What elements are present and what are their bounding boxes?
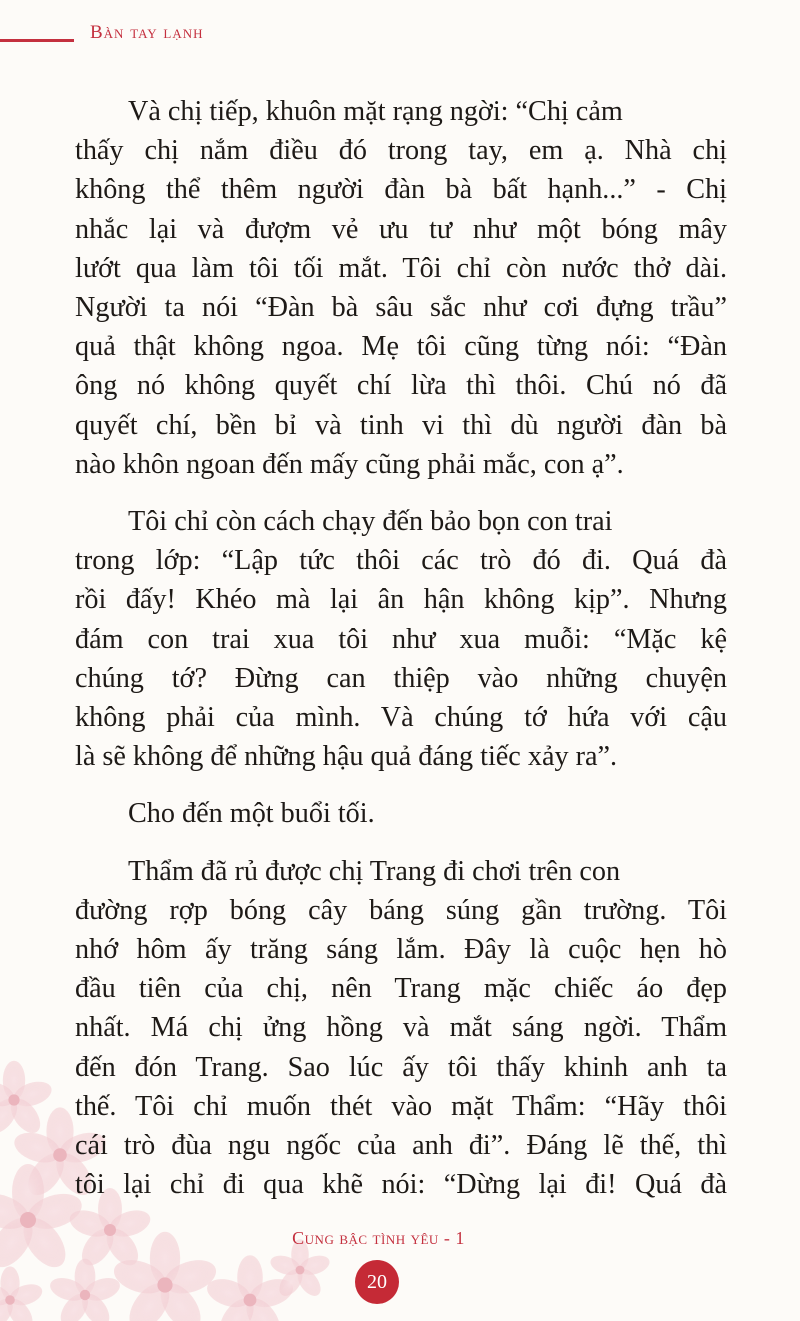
text-line: Và chị tiếp, khuôn mặt rạng ngời: “Chị cảm [128, 96, 623, 127]
text-line: Người ta nói “Đàn bà sâu sắc như cơi đựng trầu” [75, 292, 727, 324]
paragraph-4 [75, 852, 727, 1205]
paragraph-2 [75, 502, 727, 776]
running-header-title: Bàn tay lạnh [90, 22, 204, 43]
text-line: rồi đấy! Khéo mà lại ân hận không kịp”. Nhưng [75, 584, 727, 616]
text-line: không thể thêm người đàn bà bất hạnh...” - Chị [75, 174, 727, 206]
text-line: cái trò đùa ngu ngốc của anh đi”. Đáng lẽ thế, thì [75, 1130, 727, 1162]
text-line: nào khôn ngoan đến mấy cũng phải mắc, con ạ”. [75, 448, 624, 480]
text-line: Thẩm đã rủ được chị Trang đi chơi trên con [128, 855, 621, 887]
text-line: nhớ hôm ấy trăng sáng lắm. Đây là cuộc hẹn hò [75, 934, 727, 966]
text-line: đầu tiên của chị, nên Trang mặc chiếc áo đẹp [75, 973, 727, 1005]
text-line: ông nó không quyết chí lừa thì thôi. Chú nó đã [75, 370, 727, 402]
text-line: đường rợp bóng cây báng súng gần trường. Tôi [75, 894, 727, 926]
paragraph-3 [75, 794, 727, 833]
text-line: Tôi chỉ còn cách chạy đến bảo bọn con trai [128, 506, 613, 538]
running-footer-title: Cung bậc tình yêu - 1 [292, 1228, 465, 1248]
text-line: là sẽ không để những hậu quả đáng tiếc xảy ra”. [75, 741, 618, 773]
text-line: lướt qua làm tôi tối mắt. Tôi chỉ còn nước thở dài. [75, 252, 727, 284]
text-line: thấy chị nắm điều đó trong tay, em ạ. Nhà chị [75, 135, 727, 167]
text-line: chúng tớ? Đừng can thiệp vào những chuyện [75, 662, 727, 694]
header-rule [0, 39, 74, 42]
text-line: đám con trai xua tôi như xua muỗi: “Mặc kệ [75, 623, 727, 655]
text-line: nhất. Má chị ửng hồng và mắt sáng ngời. Thẩm [75, 1012, 727, 1044]
body-text [75, 92, 727, 1222]
text-line: quả thật không ngoa. Mẹ tôi cũng từng nói: “Đàn [75, 331, 727, 363]
text-line: nhắc lại và đượm vẻ ưu tư như một bóng mây [75, 213, 727, 245]
text-line: thế. Tôi chỉ muốn thét vào mặt Thẩm: “Hãy thôi [75, 1090, 727, 1122]
paragraph-1 [75, 92, 727, 484]
text-line: tôi lại chỉ đi qua khẽ nói: “Dừng lại đi! Quá đà [75, 1169, 727, 1201]
text-line: đến đón Trang. Sao lúc ấy tôi thấy khinh anh ta [75, 1051, 727, 1083]
text-line: trong lớp: “Lập tức thôi các trò đó đi. Quá đà [75, 545, 727, 577]
page-number-badge: 20 [355, 1260, 399, 1304]
text-line: Cho đến một buổi tối. [128, 798, 375, 830]
text-line: không phải của mình. Và chúng tớ hứa với cậu [75, 702, 727, 734]
text-line: quyết chí, bền bỉ và tinh vi thì dù người đàn bà [75, 409, 727, 441]
